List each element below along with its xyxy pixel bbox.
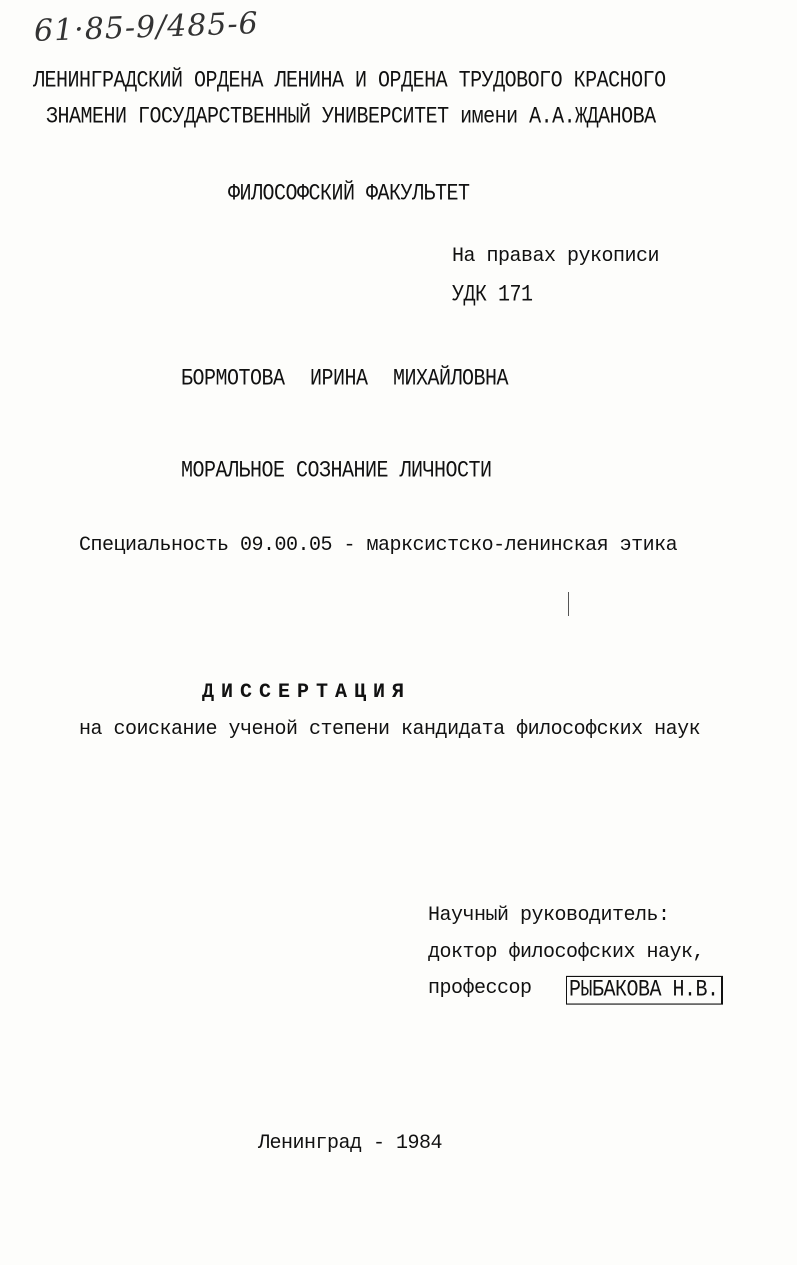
author-name: БОРМОТОВА ИРИНА МИХАЙЛОВНА <box>181 366 509 393</box>
supervisor-name: РЫБАКОВА Н.В. <box>566 976 723 1005</box>
supervisor-name-box <box>566 977 723 1005</box>
manuscript-rights-label: На правах рукописи <box>452 245 660 268</box>
faculty-name: ФИЛОСОФСКИЙ ФАКУЛЬТЕТ <box>228 181 470 208</box>
place-and-year: Ленинград - 1984 <box>258 1132 443 1155</box>
supervisor-degree: доктор философских наук, <box>428 941 705 964</box>
specialty-line: Специальность 09.00.05 - марксистско-ленинская этика <box>79 534 678 557</box>
university-name-line1: ЛЕНИНГРАДСКИЙ ОРДЕНА ЛЕНИНА И ОРДЕНА ТРУДОВОГО КРАСНОГО <box>33 68 666 95</box>
supervisor-position: профессор <box>428 977 532 1000</box>
work-type-heading: ДИССЕРТАЦИЯ <box>202 681 412 704</box>
university-name-line2: ЗНАМЕНИ ГОСУДАРСТВЕННЫЙ УНИВЕРСИТЕТ имени А.А.ЖДАНОВА <box>46 104 656 131</box>
udk-code: УДК 171 <box>452 282 533 309</box>
dissertation-title: МОРАЛЬНОЕ СОЗНАНИЕ ЛИЧНОСТИ <box>181 458 492 485</box>
supervisor-label: Научный руководитель: <box>428 904 670 927</box>
degree-line: на соискание ученой степени кандидата философских наук <box>79 718 701 741</box>
handwritten-archive-number: 61·85-9/485-6 <box>33 6 260 49</box>
stray-mark <box>568 592 569 616</box>
